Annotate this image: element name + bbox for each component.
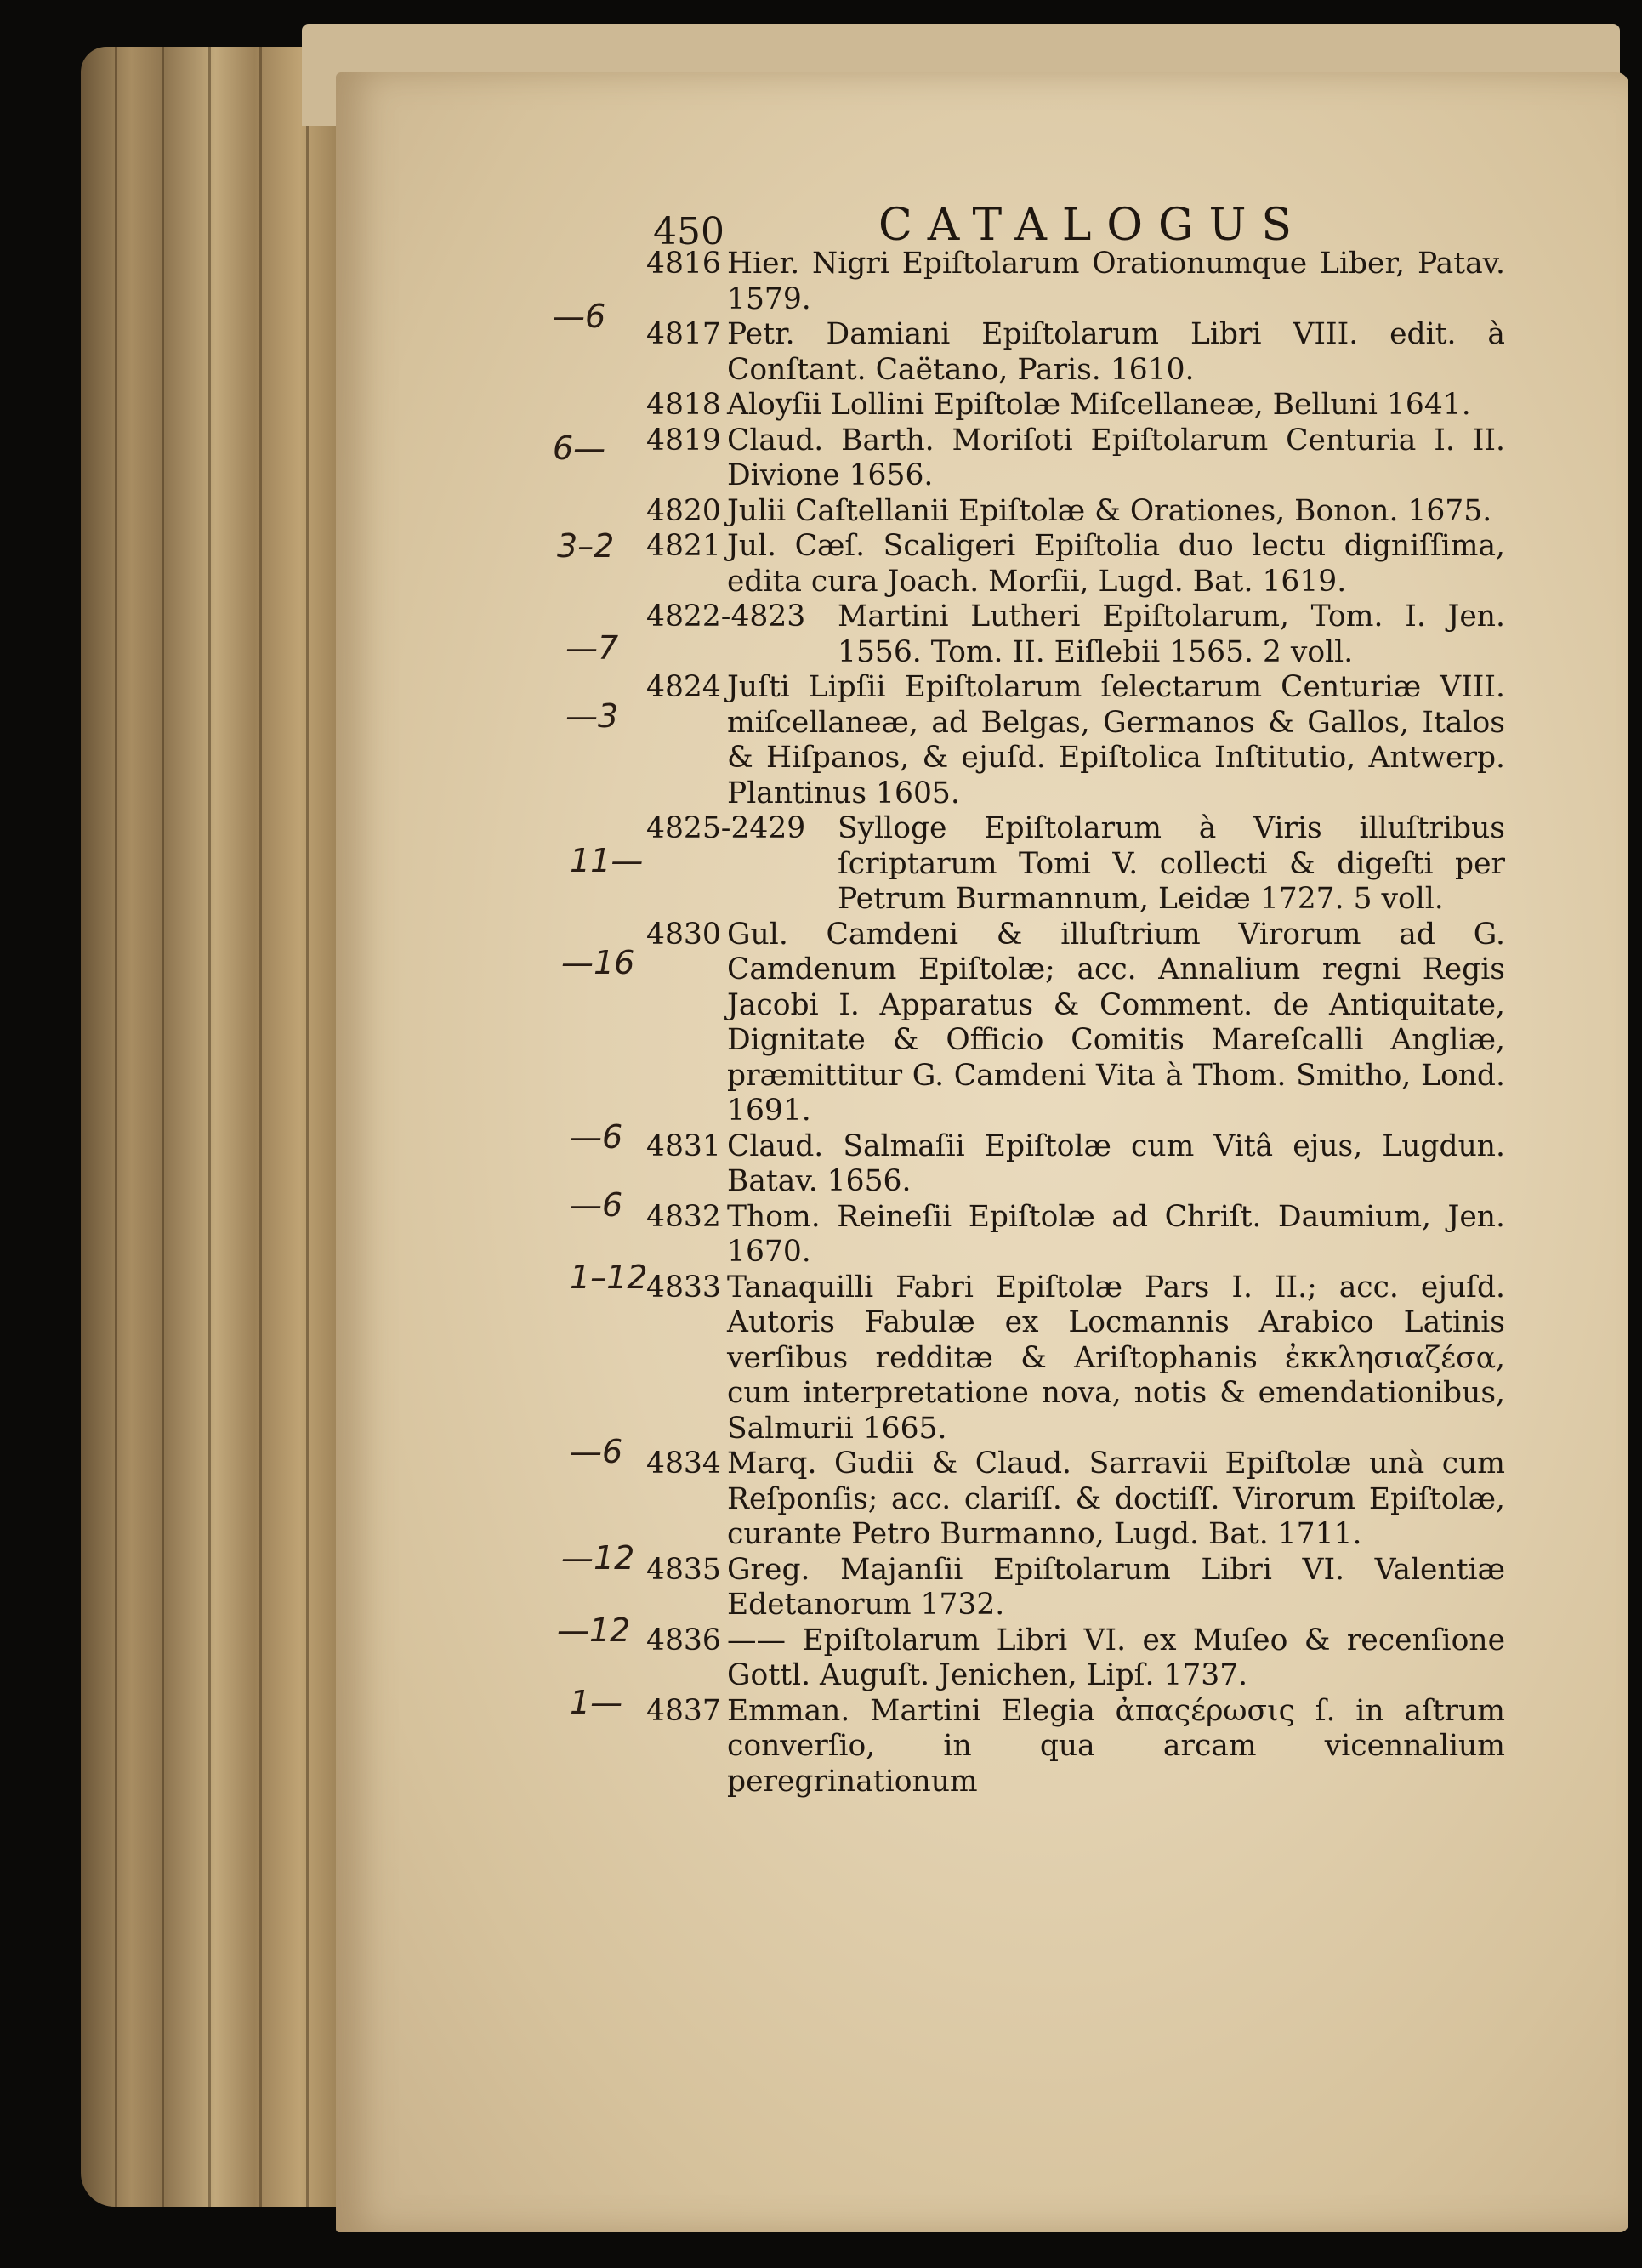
catalogue-entry — [646, 1447, 1505, 1553]
margin-note: —12 — [561, 1539, 635, 1577]
catalogue-entry — [646, 317, 1505, 388]
entry-text: Hier. Nigri Epiſtolarum Orationumque Liber, Patav. 1579. — [727, 247, 1505, 316]
entry-number: 4817 — [646, 317, 721, 351]
catalogue-entry — [646, 1200, 1505, 1270]
catalogue-entry — [646, 1270, 1505, 1447]
margin-note: 1–12 — [570, 1259, 648, 1296]
entry-text: Emman. Martini Elegia ἀπαςέρωσις ſ. in aſtrum converſio, in qua arcam vicennalium peregrinationum — [727, 1693, 1505, 1799]
catalogue-entry — [646, 247, 1505, 317]
entry-number: 4824 — [646, 670, 721, 704]
entry-number: 4833 — [646, 1270, 721, 1305]
margin-note: 1— — [570, 1684, 623, 1721]
entry-number: 4831 — [646, 1128, 721, 1163]
entry-text: Marq. Gudii & Claud. Sarravii Epiſtolæ unà cum Reſponſis; acc. clariſſ. & doctiſſ. Virorum Epiſtolæ, curante Petro Burmanno, Lugd. Bat. 1711. — [727, 1447, 1505, 1551]
catalogue-entry — [646, 811, 1505, 918]
entry-number: 4832 — [646, 1199, 721, 1234]
margin-note: 3–2 — [557, 527, 615, 565]
catalogue-entry — [646, 1129, 1505, 1200]
entry-text: Greg. Majanſii Epiſtolarum Libri VI. Valentiæ Edetanorum 1732. — [727, 1552, 1505, 1622]
margin-note: 6— — [553, 429, 606, 467]
page-header — [653, 200, 1503, 251]
entry-number: 4820 — [646, 493, 721, 528]
margin-note: 11— — [570, 842, 644, 879]
entry-text: Petr. Damiani Epiſtolarum Libri VIII. edit. à Conſtant. Caëtano, Paris. 1610. — [727, 317, 1505, 387]
running-title: CATALOGUS — [878, 200, 1308, 251]
entry-text: Gul. Camdeni & illuſtrium Virorum ad G. Camdenum Epiſtolæ; acc. Annalium regni Regis Jacobi I. Apparatus & Comment. de Antiquitate, Dignitate & Officio Comitis Mareſcalli Angliæ, præmittitur G. Camdeni Vita à Thom. Smitho, Lond. 1691. — [727, 917, 1505, 1128]
entry-number: 4819 — [646, 423, 721, 458]
entry-text: Martini Lutheri Epiſtolarum, Tom. I. Jen. 1556. Tom. II. Eiſlebii 1565. 2 voll. — [838, 600, 1505, 669]
catalogue-entry — [646, 918, 1505, 1129]
entry-number: 4818 — [646, 388, 721, 422]
entry-text: Claud. Salmaſii Epiſtolæ cum Vitâ ejus, Lugdun. Batav. 1656. — [727, 1128, 1505, 1198]
margin-note: —12 — [557, 1611, 631, 1649]
margin-note: —6 — [570, 1118, 623, 1156]
entry-text: Julii Caſtellanii Epiſtolæ & Orationes, Bonon. 1675. — [727, 493, 1492, 528]
entry-text: Jul. Cæſ. Scaligeri Epiſtolia duo lectu digniſſima, edita cura Joach. Morſii, Lugd. Bat. 1619. — [727, 529, 1505, 599]
margin-note: —6 — [570, 1186, 623, 1224]
page-stack-edge — [81, 47, 361, 2207]
entry-number: 4822-4823 — [646, 600, 806, 634]
catalogue-entry — [646, 1553, 1505, 1623]
catalogue-entry — [646, 388, 1505, 423]
catalogue-entry — [646, 670, 1505, 811]
entry-text: Claud. Barth. Moriſoti Epiſtolarum Centuria I. II. Divione 1656. — [727, 423, 1505, 492]
entry-text: Tanaquilli Fabri Epiſtolæ Pars I. II.; acc. ejuſd. Autoris Fabulæ ex Locmannis Arabico Latinis verſibus redditæ & Ariſtophanis ἐκκλησιαζέσα, cum interpretatione nova, notis & emendationibus, Salmurii 1665. — [727, 1270, 1505, 1446]
entry-text: Sylloge Epiſtolarum à Viris illuſtribus ſcriptarum Tomi V. collecti & digeſti per Petrum Burmannum, Leidæ 1727. 5 voll. — [838, 811, 1505, 916]
entry-text: Thom. Reineſii Epiſtolæ ad Chriſt. Daumium, Jen. 1670. — [727, 1199, 1505, 1269]
entry-number: 4830 — [646, 917, 721, 952]
margin-note: —7 — [565, 629, 619, 667]
entry-text: —— Epiſtolarum Libri VI. ex Muſeo & recenſione Gottl. Auguſt. Jenichen, Lipſ. 1737. — [727, 1623, 1505, 1692]
entry-number: 4834 — [646, 1447, 721, 1481]
margin-note: —6 — [570, 1433, 623, 1470]
entry-number: 4836 — [646, 1623, 721, 1657]
catalogue-entry — [646, 600, 1505, 670]
page-number: 450 — [653, 210, 724, 253]
catalogue-entry — [646, 529, 1505, 600]
entry-number: 4825-2429 — [646, 811, 806, 845]
catalogue-entry — [646, 494, 1505, 530]
catalogue-entry — [646, 1623, 1505, 1694]
entry-number: 4821 — [646, 529, 721, 563]
entry-number: 4816 — [646, 247, 721, 281]
margin-note: —16 — [561, 944, 635, 981]
entry-text: Juſti Lipſii Epiſtolarum ſelectarum Centuriæ VIII. miſcellaneæ, ad Belgas, Germanos & Gallos, Italos & Hiſpanos, & ejuſd. Epiſtolica Inſtitutio, Antwerp. Plantinus 1605. — [727, 670, 1505, 810]
catalogue-entry — [646, 423, 1505, 494]
entry-number: 4835 — [646, 1552, 721, 1587]
entry-text: Aloyſii Lollini Epiſtolæ Miſcellaneæ, Belluni 1641. — [727, 388, 1471, 422]
entry-number: 4837 — [646, 1693, 721, 1728]
margin-note: —3 — [565, 697, 619, 735]
catalogue-entry — [646, 1694, 1505, 1800]
margin-note: —6 — [553, 298, 606, 335]
